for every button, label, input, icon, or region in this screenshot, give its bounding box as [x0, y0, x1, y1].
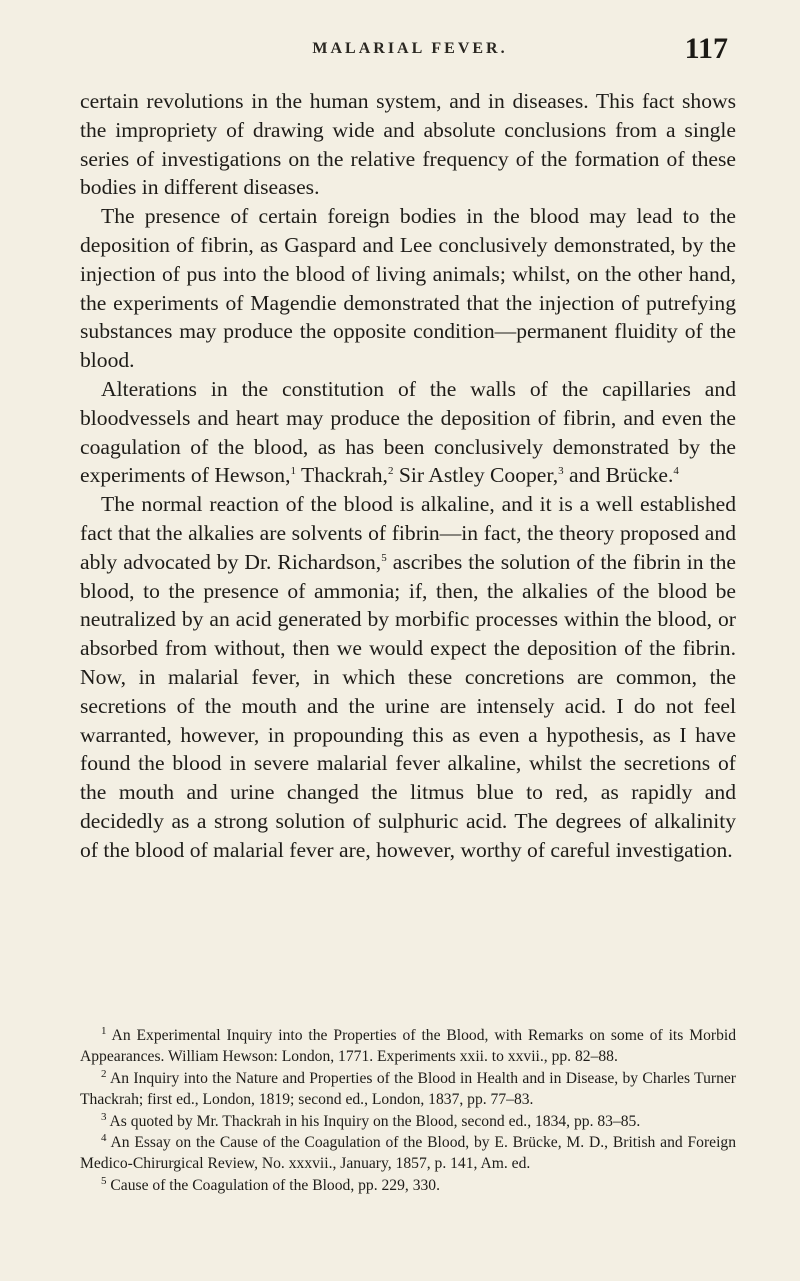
footnote	[80, 1068, 736, 1111]
footnote-ref[interactable]: 3	[558, 465, 564, 478]
footnote-text: An Essay on the Cause of the Coagulation of the Blood, by E. Brücke, M. D., British and Foreign Medico-Chirurgical Review, No. xxxvii., January, 1857, p. 141, Am. ed.	[80, 1134, 736, 1173]
paragraph-text: Sir Astley Cooper,	[393, 463, 559, 488]
footnote-ref[interactable]: 5	[381, 551, 387, 564]
footnote-text: An Experimental Inquiry into the Properties of the Blood, with Remarks on some of its Morbid Appearances. William Hewson: London, 1771. Experiments xxii. to xxvii., pp. 82–88.	[80, 1027, 736, 1066]
page-number: 117	[684, 32, 728, 65]
footnote-number: 3	[101, 1110, 107, 1123]
paragraph: The presence of certain foreign bodies in the blood may lead to the deposition of fibrin, as Gaspard and Lee conclusively demonstrated, by the injection of pus into the blood of living animals; whilst, on the other hand, the experiments of Magendie demonstrated that the injection of putrefying substances may produce the opposite condition—permanent fluidity of the blood.	[80, 204, 736, 373]
paragraph	[80, 490, 736, 864]
footnotes	[80, 1025, 736, 1196]
paragraph: certain revolutions in the human system, and in diseases. This fact shows the impropriety of drawing wide and absolute conclusions from a single series of investigations on the relative frequency of the formation of these bodies in different diseases.	[80, 89, 736, 200]
footnote-number: 2	[101, 1067, 107, 1080]
footnote-ref[interactable]: 2	[387, 465, 394, 478]
paragraph-text: ascribes the solution of the fibrin in the blood, to the presence of ammonia; if, then, the alkalies of the blood be neutralized by an acid generated by morbific processes within the blood, or absorbed from without, then we would expect the deposition of the fibrin. Now, in malarial fever, in which these concretions are common, the secretions of the mouth and the urine are intensely acid. I do not feel warranted, however, in propounding this as even a hypothesis, as I have found the blood in severe malarial fever alkaline, whilst the secretions of the mouth and urine changed the litmus blue to red, as rapidly and decidedly as a strong solution of sulphuric acid. The degrees of alkalinity of the blood of malarial fever are, however, worthy of careful investigation.	[80, 549, 736, 862]
footnote-ref[interactable]: 4	[673, 465, 679, 478]
paragraph-text: Thackrah,	[296, 463, 388, 488]
paragraph	[80, 375, 736, 490]
footnote-number: 5	[101, 1174, 107, 1187]
footnote-number: 1	[101, 1024, 107, 1037]
footnote	[80, 1111, 736, 1132]
running-head: MALARIAL FEVER.	[312, 40, 508, 57]
footnote-text: Cause of the Coagulation of the Blood, pp. 229, 330.	[106, 1176, 440, 1194]
paragraph-text: and Brücke.	[563, 463, 674, 488]
footnote-ref[interactable]: 1	[290, 465, 296, 478]
footnote-text: An Inquiry into the Nature and Properties of the Blood in Health and in Disease, by Charles Turner Thackrah; first ed., London, 1819; second ed., London, 1837, pp. 77–83.	[80, 1069, 736, 1109]
paragraph-text: The normal reaction of the blood is alkaline, and it is a well established fact that the alkalies are solvents of fibrin—in fact, the theory proposed and ably advocated by Dr. Richardson,	[80, 492, 736, 574]
footnote	[80, 1175, 736, 1196]
body-text	[80, 87, 736, 865]
footnote	[80, 1132, 736, 1175]
footnote	[80, 1025, 736, 1068]
paragraph-text: Alterations in the constitution of the walls of the capillaries and bloodvessels and heart may produce the deposition of fibrin, and even the coagulation of the blood, as has been conclusively demonstrated by the experiments of Hewson,	[80, 376, 736, 488]
footnote-number: 4	[101, 1131, 107, 1144]
footnote-text: As quoted by Mr. Thackrah in his Inquiry on the Blood, second ed., 1834, pp. 83–85.	[106, 1112, 641, 1130]
page-header	[90, 32, 730, 80]
